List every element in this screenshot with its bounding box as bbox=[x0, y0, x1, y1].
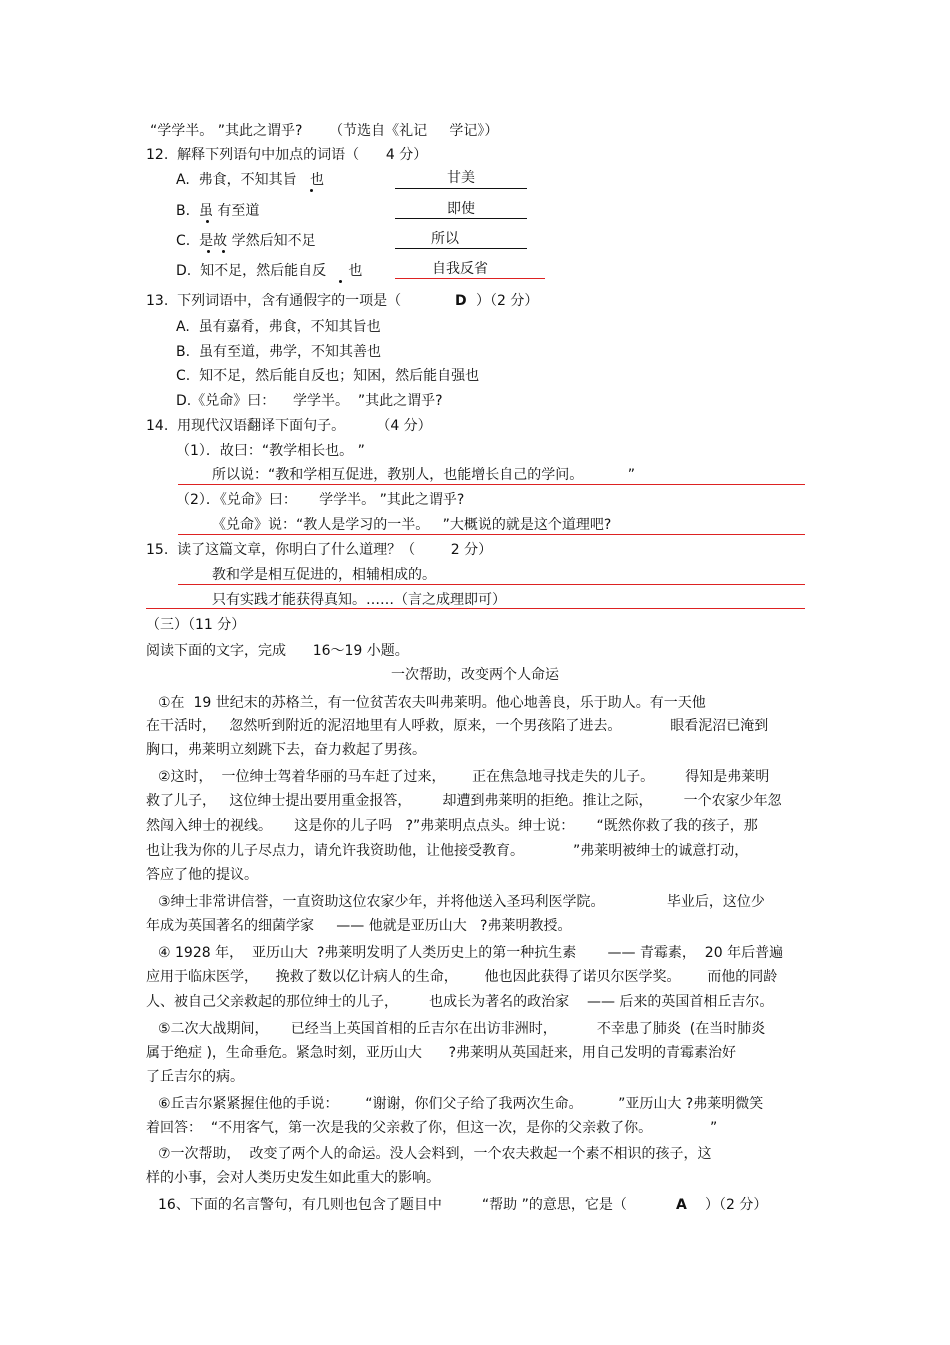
answer-underline bbox=[178, 584, 805, 585]
paragraph-7-line: ⑦一次帮助， 改变了两个人的命运。没人会料到，一个农夫救起一个素不相识的孩子，这 bbox=[158, 1146, 712, 1162]
q14-prompt: 14. 用现代汉语翻译下面句子。 （4 分） bbox=[146, 418, 432, 434]
q16-prompt: 16、下面的名言警句，有几则也包含了题目中 “帮助 ”的意思，它是（ bbox=[158, 1197, 627, 1213]
paragraph-1-line: 在干活时， 忽然听到附近的泥沼地里有人呼救，原来，一个男孩陷了进去。 眼看泥沼已淹到 bbox=[146, 718, 769, 734]
q12-item-a: A. 弗食，不知其旨 也 bbox=[176, 172, 325, 188]
paragraph-3-line: 年成为英国著名的细菌学家 —— 他就是亚历山大 ?弗莱明教授。 bbox=[146, 918, 572, 934]
paragraph-1-line: 胸口，弗莱明立刻跳下去，奋力救起了男孩。 bbox=[146, 742, 426, 758]
paragraph-6-line: ⑥丘吉尔紧紧握住他的手说： “谢谢，你们父子给了我两次生命。 ”亚历山大 ?弗莱明微笑 bbox=[158, 1096, 764, 1112]
paragraph-4-line: 应用于临床医学， 挽救了数以亿计病人的生命， 他也因此获得了诺贝尔医学奖。 而他的同龄 bbox=[146, 969, 778, 985]
paragraph-2-line: 答应了他的提议。 bbox=[146, 867, 258, 883]
emphasis-dot bbox=[206, 220, 209, 223]
q13-option-a: A. 虽有嘉肴，弗食，不知其旨也 bbox=[176, 319, 381, 335]
reading-instruction: 阅读下面的文字，完成 16～19 小题。 bbox=[146, 643, 409, 659]
paragraph-3-line: ③绅士非常讲信誉，一直资助这位农家少年，并将他送入圣玛利医学院。 毕业后，这位少 bbox=[158, 894, 765, 910]
q14-answer-1: 所以说：“教和学相互促进，教别人，也能增长自己的学问。 ” bbox=[212, 467, 636, 483]
paragraph-5-line: 属于绝症 )，生命垂危。紧急时刻，亚历山大 ?弗莱明从英国赶来，用自己发明的青霉素治好 bbox=[146, 1045, 737, 1061]
q12-answer-b: 即使 bbox=[447, 201, 475, 217]
paragraph-7-line: 样的小事，会对人类历史发生如此重大的影响。 bbox=[146, 1170, 440, 1186]
q15-answer-1: 教和学是相互促进的，相辅相成的。 bbox=[212, 567, 436, 583]
answer-underline bbox=[395, 278, 545, 279]
q12-prompt: 12. 解释下列语句中加点的词语（ 4 分） bbox=[146, 147, 428, 163]
q13-prompt-tail: ）（2 分） bbox=[476, 293, 539, 309]
q14-sentence-2: （2）．《兑命》曰： 学学半。 ”其此之谓乎? bbox=[176, 492, 465, 508]
emphasis-dot bbox=[310, 189, 313, 192]
q16-prompt-tail: ）（2 分） bbox=[705, 1197, 768, 1213]
emphasis-dot bbox=[339, 280, 342, 283]
paragraph-5-line: ⑤二次大战期间， 已经当上英国首相的丘吉尔在出访非洲时， 不幸患了肺炎 (在当时肺炎 bbox=[158, 1021, 766, 1037]
q13-option-c: C. 知不足，然后能自反也；知困，然后能自强也 bbox=[176, 368, 480, 384]
answer-underline bbox=[395, 248, 527, 249]
article-title: 一次帮助，改变两个人命运 bbox=[391, 667, 559, 683]
q15-answer-2: 只有实践才能获得真知。……（言之成理即可） bbox=[212, 592, 506, 608]
emphasis-dot bbox=[207, 250, 210, 253]
answer-underline bbox=[395, 218, 527, 219]
q13-prompt: 13. 下列词语中，含有通假字的一项是（ bbox=[146, 293, 402, 309]
q14-sentence-1: （1）．故曰：“教学相长也。 ” bbox=[176, 443, 365, 459]
q12-answer-a: 甘美 bbox=[447, 170, 475, 186]
quote-line: “学学半。 ”其此之谓乎? （节选自《礼记 学记》） bbox=[150, 123, 499, 139]
q13-option-b: B. 虽有至道，弗学，不知其善也 bbox=[176, 344, 381, 360]
q12-item-d: D. 知不足，然后能自反 也 bbox=[176, 263, 363, 279]
paragraph-5-line: 了丘吉尔的病。 bbox=[146, 1069, 244, 1085]
paragraph-2-line: ②这时， 一位绅士驾着华丽的马车赶了过来， 正在焦急地寻找走失的儿子。 得知是弗莱明 bbox=[158, 769, 770, 785]
paragraph-4-line: ④ 1928 年， 亚历山大 ?弗莱明发明了人类历史上的第一种抗生素 —— 青霉素， 20 年后普遍 bbox=[158, 945, 784, 961]
paragraph-2-line: 救了儿子， 这位绅士提出要用重金报答， 却遭到弗莱明的拒绝。推让之际， 一个农家少年忽 bbox=[146, 793, 782, 809]
q15-prompt: 15. 读了这篇文章，你明白了什么道理？（ 2 分） bbox=[146, 542, 493, 558]
q13-answer: D bbox=[455, 293, 467, 309]
paragraph-1-line: ①在 19 世纪末的苏格兰，有一位贫苦农夫叫弗莱明。他心地善良，乐于助人。有一天他 bbox=[158, 695, 706, 711]
paragraph-6-line: 着回答： “不用客气，第一次是我的父亲救了你，但这一次，是你的父亲救了你。 ” bbox=[146, 1120, 718, 1136]
q12-item-c: C. 是故 学然后知不足 bbox=[176, 233, 316, 249]
paragraph-2-line: 然闯入绅士的视线。 这是你的儿子吗 ?”弗莱明点点头。绅士说： “既然你救了我的孩子，那 bbox=[146, 818, 758, 834]
section-heading: （三）（11 分） bbox=[146, 617, 246, 633]
answer-underline bbox=[395, 188, 527, 189]
answer-underline bbox=[178, 534, 805, 535]
answer-underline bbox=[146, 608, 805, 609]
q12-item-b: B. 虽 有至道 bbox=[176, 203, 260, 219]
paragraph-2-line: 也让我为你的儿子尽点力，请允许我资助他，让他接受教育。 ”弗莱明被绅士的诚意打动， bbox=[146, 843, 749, 859]
q14-answer-2: 《兑命》说：“教人是学习的一半。 ”大概说的就是这个道理吧? bbox=[212, 517, 612, 533]
q13-option-d: D.《兑命》曰： 学学半。 ”其此之谓乎? bbox=[176, 393, 443, 409]
q12-answer-c: 所以 bbox=[431, 231, 459, 247]
q12-answer-d: 自我反省 bbox=[432, 261, 488, 277]
answer-underline bbox=[178, 484, 805, 485]
paragraph-4-line: 人、被自己父亲救起的那位绅士的儿子， 也成长为著名的政治家 —— 后来的英国首相丘吉尔。 bbox=[146, 994, 774, 1010]
emphasis-dot bbox=[222, 250, 225, 253]
q16-answer: A bbox=[676, 1197, 687, 1213]
